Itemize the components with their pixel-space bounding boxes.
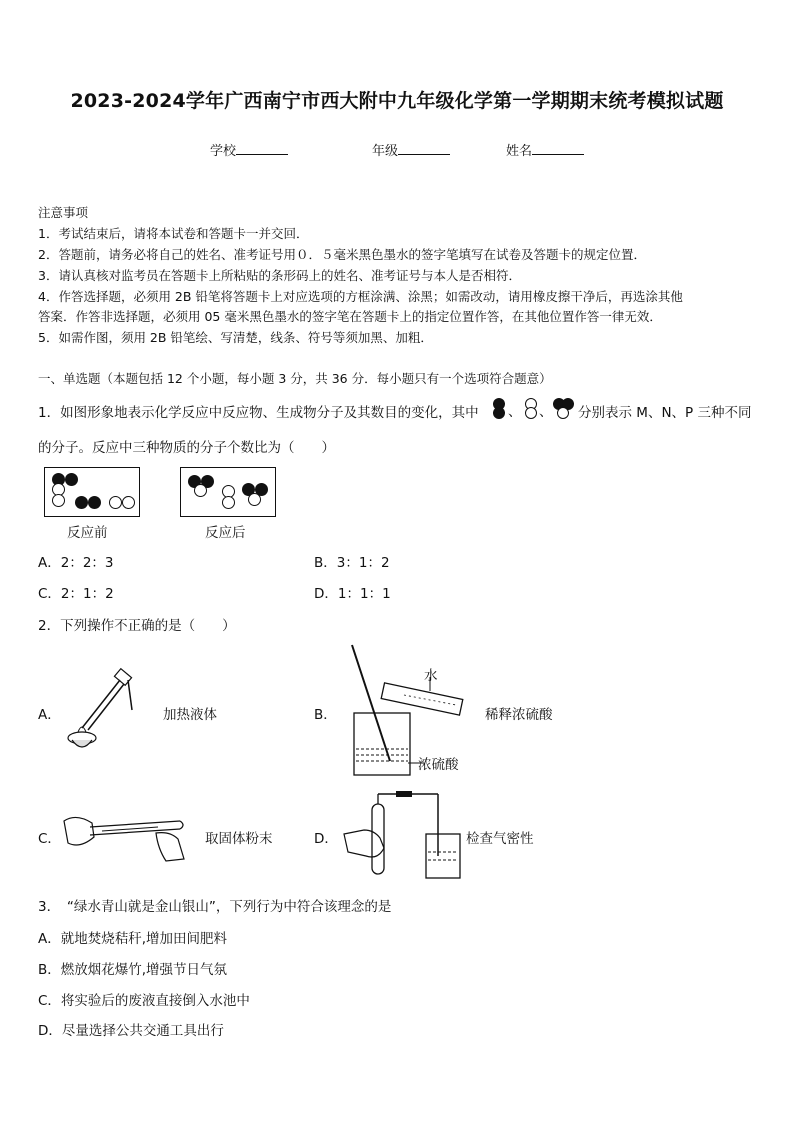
black-atom-icon <box>75 496 88 509</box>
q1-option-d[interactable]: D．1：1：1 <box>314 586 391 602</box>
q2-option-c-letter[interactable]: C． <box>38 831 61 847</box>
q2-option-d-caption: 检查气密性 <box>466 831 534 847</box>
note-item: 答案．作答非选择题，必须用 05 毫米黑色墨水的签字笔在答题卡上的指定位置作答，在其他位置作答一律无效． <box>38 309 662 324</box>
p-atom-icon <box>557 407 569 419</box>
after-label: 反应后 <box>205 525 246 541</box>
q1-option-b[interactable]: B．3：1：2 <box>314 555 390 571</box>
black-atom-icon <box>65 473 78 486</box>
water-label: 水 <box>424 668 438 684</box>
white-atom-icon <box>194 484 207 497</box>
school-label: 学校 <box>210 144 237 159</box>
white-atom-icon <box>109 496 122 509</box>
airtightness-check-illustration <box>340 790 470 882</box>
q1-stem-part3: 的分子。反应中三种物质的分子个数比为（ ） <box>38 440 335 456</box>
q2-option-c-caption: 取固体粉末 <box>205 831 273 847</box>
q1-stem-part2: 分别表示 M、N、P 三种不同 <box>578 405 752 421</box>
white-atom-icon <box>222 496 235 509</box>
q2-option-b-caption: 稀释浓硫酸 <box>485 707 553 723</box>
concentrated-acid-label: 浓硫酸 <box>418 757 459 773</box>
note-item: 2．答题前，请务必将自己的姓名、准考证号用０．５毫米黑色墨水的签字笔填写在试卷及答题卡的规定位置． <box>38 247 646 262</box>
note-item: 5．如需作图，须用 2B 铅笔绘、写清楚，线条、符号等须加黑、加粗． <box>38 330 433 345</box>
q3-stem: 3． “绿水青山就是金山银山”，下列行为中符合该理念的是 <box>38 899 392 915</box>
q2-option-a-letter[interactable]: A． <box>38 707 61 723</box>
m-atom-icon <box>493 407 505 419</box>
q1-molecule-legend: 、 、 <box>491 398 583 420</box>
q2-option-a-caption: 加热液体 <box>163 707 217 723</box>
q2-stem: 2．下列操作不正确的是（ ） <box>38 618 236 634</box>
name-label: 姓名 <box>506 144 533 159</box>
grade-label: 年级 <box>372 144 399 159</box>
note-item: 3．请认真核对监考员在答题卡上所粘贴的条形码上的姓名、准考证号与本人是否相符． <box>38 268 521 283</box>
q3-option-c[interactable]: C．将实验后的废液直接倒入水池中 <box>38 993 250 1009</box>
school-blank <box>236 142 288 155</box>
name-field <box>506 140 584 159</box>
after-reaction-box <box>180 467 276 517</box>
q3-option-a[interactable]: A．就地焚烧秸秆,增加田间肥料 <box>38 931 228 947</box>
section-heading: 一、单选题（本题包括 12 个小题，每小题 3 分，共 36 分．每小题只有一个选项符合题意） <box>38 371 552 386</box>
q2-option-b-letter[interactable]: B． <box>314 707 337 723</box>
q1-stem-part1: 1．如图形象地表示化学反应中反应物、生成物分子及其数目的变化，其中 <box>38 405 479 421</box>
q3-option-d[interactable]: D．尽量选择公共交通工具出行 <box>38 1023 224 1039</box>
note-item: 1．考试结束后，请将本试卷和答题卡一并交回． <box>38 226 309 241</box>
q1-option-c[interactable]: C．2：1：2 <box>38 586 114 602</box>
n-atom-icon <box>525 407 537 419</box>
white-atom-icon <box>52 494 65 507</box>
before-reaction-box <box>44 467 140 517</box>
page-title: 2023-2024学年广西南宁市西大附中九年级化学第一学期期末统考模拟试题 <box>70 90 724 112</box>
white-atom-icon <box>122 496 135 509</box>
heating-liquid-illustration <box>60 668 150 754</box>
white-atom-icon <box>248 493 261 506</box>
black-atom-icon <box>88 496 101 509</box>
q2-option-d-letter[interactable]: D． <box>314 831 338 847</box>
grade-field <box>372 140 450 159</box>
q3-option-b[interactable]: B．燃放烟花爆竹,增强节日气氛 <box>38 962 228 978</box>
name-blank <box>532 142 584 155</box>
q1-option-a[interactable]: A．2：2：3 <box>38 555 114 571</box>
notes-heading: 注意事项 <box>38 205 89 220</box>
grade-blank <box>398 142 450 155</box>
school-field <box>210 140 288 159</box>
powder-sampling-illustration <box>62 803 192 865</box>
note-item: 4．作答选择题，必须用 2B 铅笔将答题卡上对应选项的方框涂满、涂黑；如需改动，请用橡皮擦干净后，再选涂其他 <box>38 289 683 304</box>
before-label: 反应前 <box>67 525 108 541</box>
